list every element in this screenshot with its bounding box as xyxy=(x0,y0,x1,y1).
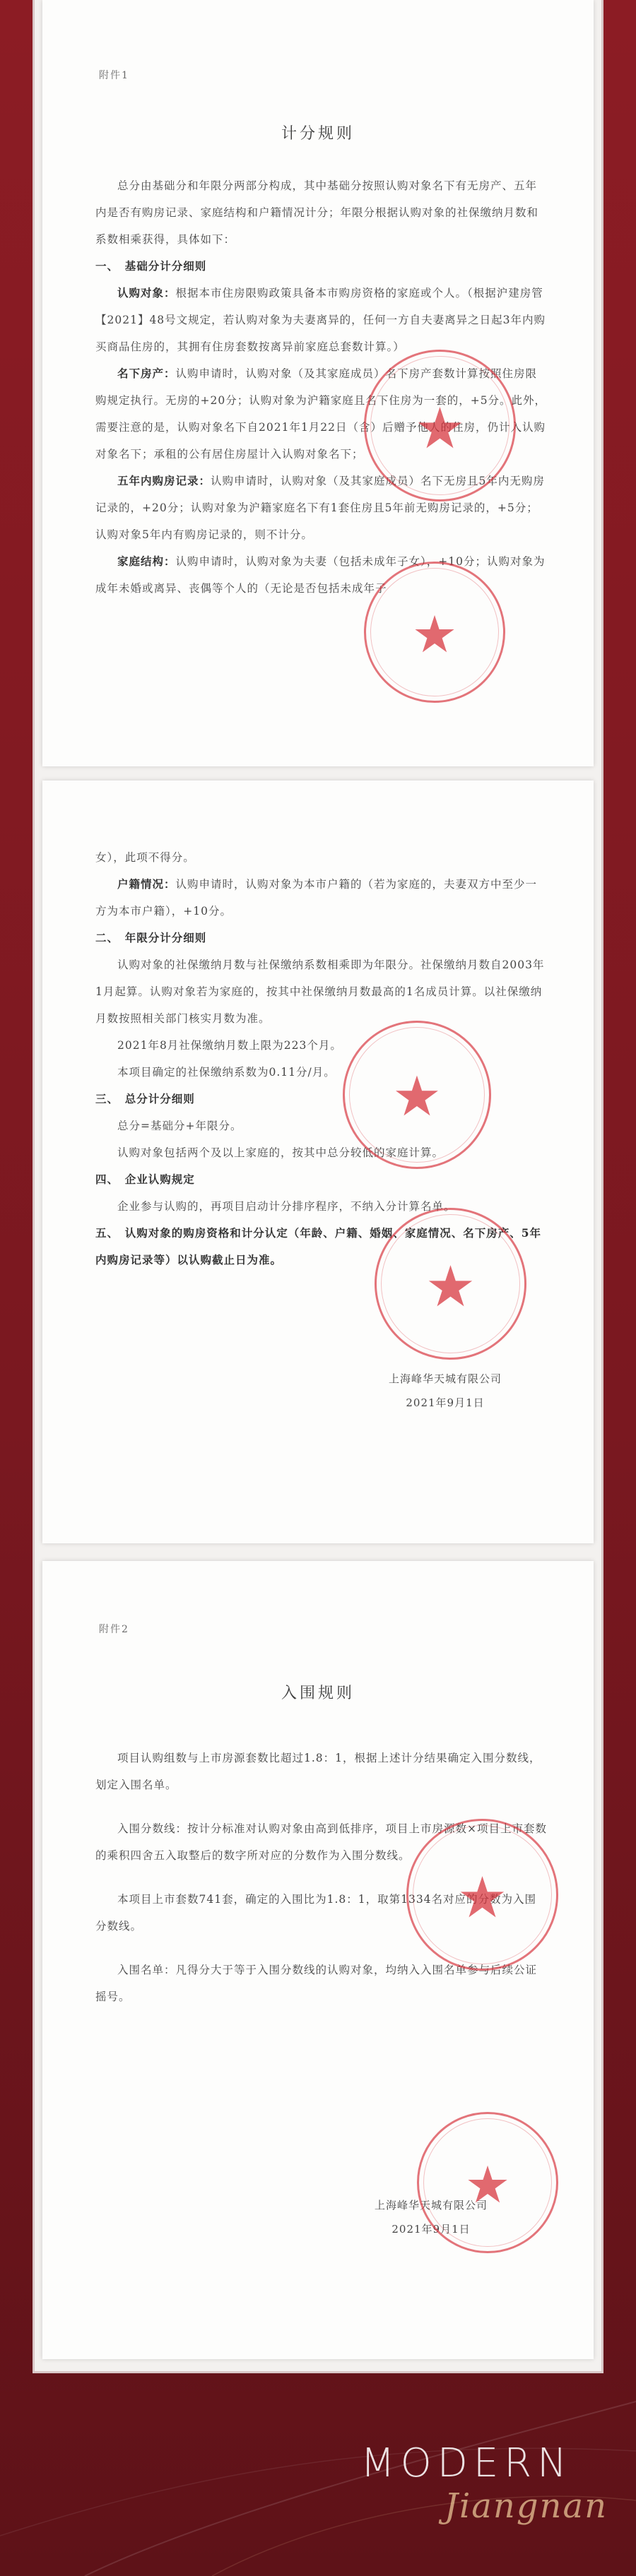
section-heading: 四、 企业认购规定 xyxy=(95,1173,195,1186)
term-text: 根据本市住房限购政策具备本市购房资格的家庭或个人。（根据沪建房管【2021】48号文规定，若认购对象为夫妻离异的，任何一方自夫妻离异之日起3年内购买商品住房的，其拥有住房套数按离异前家庭总套数计算。） xyxy=(95,287,546,353)
huji-paragraph xyxy=(95,871,548,925)
term-label: 名下房产： xyxy=(117,367,176,380)
coefficient-paragraph: 本项目确定的社保缴纳系数为0.11分/月。 xyxy=(117,1066,336,1079)
signature-block xyxy=(339,1367,551,1415)
company-seal: ★ xyxy=(343,1021,491,1169)
as-of-paragraph: 2021年8月社保缴纳月数上限为223个月。 xyxy=(117,1039,342,1052)
page-title: 入围规则 xyxy=(281,1685,355,1702)
brand-wordmark: MODERN xyxy=(360,2440,572,2486)
section-heading: 一、 基础分计分细则 xyxy=(95,259,207,273)
company-seal: ★ xyxy=(375,1208,526,1360)
term-label: 认购对象： xyxy=(117,286,176,299)
term-label: 户籍情况： xyxy=(117,877,176,891)
total-note: 认购对象包括两个及以上家庭的，按其中总分较低的家庭计算。 xyxy=(117,1146,444,1159)
term-text: 认购申请时，认购对象（及其家庭成员）名下房产套数计算按照住房限购规定执行。无房的+20分；认购对象为沪籍家庭且名下住房为一套的，+5分。此外，需要注意的是，认购对象名下自2021年1月22日（含）后赠予他人的住房，仍计入认购对象名下；承租的公有居住房屋计入认购对象名下； xyxy=(95,367,547,461)
company-seal: ★ xyxy=(364,562,505,703)
term-label: 五年内购房记录： xyxy=(117,474,211,487)
brand-script: Jiangnan xyxy=(444,2486,608,2526)
rule-paragraph: 入围分数线：按计分标准对认购对象由高到低排序，项目上市房源数×项目上市套数的乘积四舍五入取整后的数字所对应的分数作为入围分数线。 xyxy=(95,1822,547,1862)
sign-date: 2021年9月1日 xyxy=(406,1396,485,1409)
document-page-2 xyxy=(42,780,594,1543)
rule-paragraph: 项目认购组数与上市房源套数比超过1.8：1，根据上述计分结果确定入围分数线，划定入围名单。 xyxy=(95,1752,541,1791)
sign-date: 2021年9月1日 xyxy=(391,2223,471,2236)
rule-paragraph: 入围名单：凡得分大于等于入围分数线的认购对象，均纳入入围名单参与后续公证摇号。 xyxy=(95,1964,538,2003)
corporate-paragraph: 企业参与认购的，再项目启动计分排序程序，不纳入分计算名单。 xyxy=(117,1200,456,1213)
company-name: 上海峰华天城有限公司 xyxy=(374,2199,488,2212)
term-text: 认购申请时，认购对象（及其家庭成员）名下无房且5年内无购房记录的，+20分；认购对象为沪籍家庭名下有1套住房且5年前无购房记录的，+5分；认购对象5年内有购房记录的，则不计分。 xyxy=(95,475,545,541)
years-paragraph: 认购对象的社保缴纳月数与社保缴纳系数相乘即为年限分。社保缴纳月数自2003年1月起算。认购对象若为家庭的，按其中社保缴纳月数最高的1名成员计算。以社保缴纳月数按照相关部门核实月数为准。 xyxy=(95,958,545,1025)
object-paragraph xyxy=(95,280,548,360)
company-seal: ★ xyxy=(364,350,516,501)
continued-text: 女），此项不得分。 xyxy=(95,851,195,864)
section-heading: 二、 年限分计分细则 xyxy=(95,931,207,944)
section-heading: 三、 总分计分细则 xyxy=(95,1092,195,1105)
total-formula: 总分=基础分+年限分。 xyxy=(117,1120,242,1132)
section-heading: 五、 认购对象的购房资格和计分认定（年龄、户籍、婚姻、家庭情况、名下房产、5年内购房记录等）以认购截止日为准。 xyxy=(95,1226,542,1266)
company-seal: ★ xyxy=(406,1819,558,1971)
term-label: 家庭结构： xyxy=(117,554,176,568)
annex-label: 附件2 xyxy=(99,1624,129,1635)
page-title: 计分规则 xyxy=(281,125,355,143)
document-page-1 xyxy=(42,0,594,766)
company-name: 上海峰华天城有限公司 xyxy=(388,1372,502,1385)
term-text: 认购申请时，认购对象为夫妻（包括未成年子女），+10分；认购对象为成年未婚或离异、丧偶等个人的（无论是否包括未成年子 xyxy=(95,555,546,595)
annex-label: 附件1 xyxy=(99,70,129,81)
term-text: 认购申请时，认购对象为本市户籍的（若为家庭的，夫妻双方中至少一方为本市户籍），+10分。 xyxy=(95,878,538,918)
intro-paragraph: 总分由基础分和年限分两部分构成，其中基础分按照认购对象名下有无房产、五年内是否有购房记录、家庭结构和户籍情况计分；年限分根据认购对象的社保缴纳月数和系数相乘获得，具体如下： xyxy=(95,179,539,246)
rule-paragraph: 本项目上市套数741套，确定的入围比为1.8：1，取第1334名对应的分数为入围分数线。 xyxy=(95,1893,537,1933)
document-page-3 xyxy=(42,1561,594,2359)
company-seal: ★ xyxy=(417,2112,558,2253)
